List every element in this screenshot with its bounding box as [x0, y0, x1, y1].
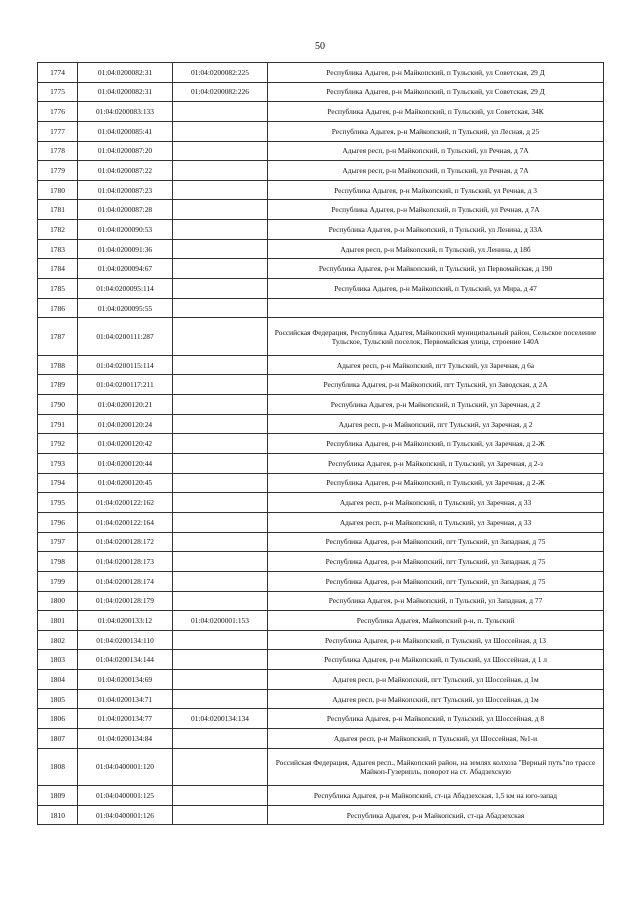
table-row — [38, 355, 604, 375]
address-cell: Адыгея респ, р-н Майкопский, п Тульский, ул Заречная, д 33 — [268, 512, 604, 532]
table-row — [38, 298, 604, 318]
parent-number-cell — [173, 220, 268, 240]
row-number-cell: 1807 — [38, 729, 78, 749]
parent-number-cell — [173, 434, 268, 454]
cadastral-number-cell: 01:04:0200122:162 — [78, 493, 173, 513]
row-number-cell: 1799 — [38, 571, 78, 591]
table-row — [38, 532, 604, 552]
parent-number-cell — [173, 161, 268, 181]
table-row — [38, 805, 604, 825]
cadastral-number-cell: 01:04:0200087:22 — [78, 161, 173, 181]
row-number-cell: 1781 — [38, 200, 78, 220]
table-row — [38, 748, 604, 786]
table-row — [38, 434, 604, 454]
row-number-cell: 1791 — [38, 414, 78, 434]
row-number-cell: 1810 — [38, 805, 78, 825]
parent-number-cell — [173, 200, 268, 220]
row-number-cell: 1788 — [38, 355, 78, 375]
address-cell: Адыгея респ, р-н Майкопский, пгт Тульский, ул Заречная, д 6а — [268, 355, 604, 375]
row-number-cell: 1795 — [38, 493, 78, 513]
cadastral-number-cell: 01:04:0200120:42 — [78, 434, 173, 454]
parent-number-cell — [173, 630, 268, 650]
table-row — [38, 650, 604, 670]
table-row — [38, 552, 604, 572]
cadastral-number-cell: 01:04:0200128:173 — [78, 552, 173, 572]
parent-number-cell — [173, 375, 268, 395]
row-number-cell: 1801 — [38, 611, 78, 631]
cadastral-number-cell: 01:04:0200087:23 — [78, 180, 173, 200]
table-row — [38, 82, 604, 102]
row-number-cell: 1806 — [38, 709, 78, 729]
table-row — [38, 161, 604, 181]
cadastral-number-cell: 01:04:0200134:110 — [78, 630, 173, 650]
address-cell: Республика Адыгея, р-н Майкопский, п Тульский, ул Заречная, д 2-з — [268, 454, 604, 474]
parent-number-cell — [173, 414, 268, 434]
cadastral-number-cell: 01:04:0200095:114 — [78, 279, 173, 299]
address-cell: Адыгея респ, р-н Майкопский, п Тульский, ул Ленина, д 18б — [268, 239, 604, 259]
address-cell: Республика Адыгея, р-н Майкопский, п Тульский, ул Шоссейная, д 8 — [268, 709, 604, 729]
parent-number-cell — [173, 395, 268, 415]
row-number-cell: 1800 — [38, 591, 78, 611]
row-number-cell: 1779 — [38, 161, 78, 181]
parent-number-cell — [173, 805, 268, 825]
cadastral-number-cell: 01:04:0200115:114 — [78, 355, 173, 375]
address-cell: Республика Адыгея, р-н Майкопский, п Тульский, ул Заречная, д 2-Ж — [268, 434, 604, 454]
row-number-cell: 1793 — [38, 454, 78, 474]
row-number-cell: 1787 — [38, 318, 78, 356]
cadastral-table — [37, 62, 604, 825]
parent-number-cell — [173, 512, 268, 532]
parent-number-cell — [173, 689, 268, 709]
cadastral-number-cell: 01:04:0200082:31 — [78, 63, 173, 83]
table-row — [38, 670, 604, 690]
row-number-cell: 1805 — [38, 689, 78, 709]
table-row — [38, 375, 604, 395]
address-cell: Республика Адыгея, р-н Майкопский, п Тульский, ул Мира, д 47 — [268, 279, 604, 299]
parent-number-cell — [173, 279, 268, 299]
table-row — [38, 239, 604, 259]
parent-number-cell — [173, 748, 268, 786]
table-row — [38, 473, 604, 493]
cadastral-number-cell: 01:04:0200094:67 — [78, 259, 173, 279]
address-cell — [268, 298, 604, 318]
parent-number-cell — [173, 571, 268, 591]
address-cell: Адыгея респ, р-н Майкопский, п Тульский, ул Речная, д 7А — [268, 141, 604, 161]
row-number-cell: 1794 — [38, 473, 78, 493]
address-cell: Адыгея респ, р-н Майкопский, пгт Тульский, ул Шоссейная, д 1м — [268, 670, 604, 690]
address-cell: Республика Адыгея, р-н Майкопский, п Тульский, ул Речная, д 3 — [268, 180, 604, 200]
address-cell: Республика Адыгея, р-н Майкопский, п Тульский, ул Заречная, д 2-Ж — [268, 473, 604, 493]
table-row — [38, 395, 604, 415]
table-row — [38, 493, 604, 513]
cadastral-number-cell: 01:04:0200134:84 — [78, 729, 173, 749]
table-row — [38, 630, 604, 650]
cadastral-number-cell: 01:04:0200134:71 — [78, 689, 173, 709]
parent-number-cell — [173, 239, 268, 259]
row-number-cell: 1776 — [38, 102, 78, 122]
cadastral-number-cell: 01:04:0200133:12 — [78, 611, 173, 631]
cadastral-number-cell: 01:04:0200134:144 — [78, 650, 173, 670]
parent-number-cell — [173, 121, 268, 141]
table-row — [38, 414, 604, 434]
table-row — [38, 220, 604, 240]
cadastral-number-cell: 01:04:0200120:24 — [78, 414, 173, 434]
cadastral-number-cell: 01:04:0400001:125 — [78, 786, 173, 806]
address-cell: Республика Адыгея, р-н Майкопский, ст-ца Абадзехская — [268, 805, 604, 825]
address-cell: Республика Адыгея, р-н Майкопский, п Тульский, ул Советская, 29 Д — [268, 82, 604, 102]
cadastral-number-cell: 01:04:0200082:31 — [78, 82, 173, 102]
cadastral-number-cell: 01:04:0200122:164 — [78, 512, 173, 532]
table-row — [38, 318, 604, 356]
cadastral-number-cell: 01:04:0200128:172 — [78, 532, 173, 552]
address-cell: Республика Адыгея, р-н Майкопский, п Тульский, ул Ленина, д 33А — [268, 220, 604, 240]
row-number-cell: 1789 — [38, 375, 78, 395]
address-cell: Адыгея респ, р-н Майкопский, пгт Тульский, ул Шоссейная, д 1м — [268, 689, 604, 709]
address-cell: Адыгея респ, р-н Майкопский, п Тульский, ул Заречная, д 33 — [268, 493, 604, 513]
address-cell: Республика Адыгея, р-н Майкопский, пгт Тульский, ул Западная, д 75 — [268, 571, 604, 591]
parent-number-cell — [173, 552, 268, 572]
row-number-cell: 1796 — [38, 512, 78, 532]
address-cell: Республика Адыгея, р-н Майкопский, п Тульский, ул Советская, 34К — [268, 102, 604, 122]
row-number-cell: 1783 — [38, 239, 78, 259]
table-row — [38, 512, 604, 532]
cadastral-number-cell: 01:04:0200085:41 — [78, 121, 173, 141]
cadastral-number-cell: 01:04:0200128:179 — [78, 591, 173, 611]
table-row — [38, 121, 604, 141]
table-row — [38, 259, 604, 279]
cadastral-number-cell: 01:04:0200120:45 — [78, 473, 173, 493]
cadastral-number-cell: 01:04:0200091:36 — [78, 239, 173, 259]
address-cell: Республика Адыгея, р-н Майкопский, п Тульский, ул Западная, д 77 — [268, 591, 604, 611]
cadastral-number-cell: 01:04:0200087:28 — [78, 200, 173, 220]
parent-number-cell — [173, 650, 268, 670]
row-number-cell: 1797 — [38, 532, 78, 552]
row-number-cell: 1780 — [38, 180, 78, 200]
parent-number-cell — [173, 454, 268, 474]
row-number-cell: 1809 — [38, 786, 78, 806]
address-cell: Адыгея респ, р-н Майкопский, п Тульский, ул Шоссейная, №1-и — [268, 729, 604, 749]
parent-number-cell — [173, 355, 268, 375]
table-row — [38, 786, 604, 806]
parent-number-cell — [173, 670, 268, 690]
table-row — [38, 279, 604, 299]
parent-number-cell: 01:04:0200134:134 — [173, 709, 268, 729]
parent-number-cell — [173, 493, 268, 513]
cadastral-number-cell: 01:04:0200083:133 — [78, 102, 173, 122]
cadastral-number-cell: 01:04:0200128:174 — [78, 571, 173, 591]
row-number-cell: 1808 — [38, 748, 78, 786]
address-cell: Адыгея респ, р-н Майкопский, пгт Тульский, ул Заречная, д 2 — [268, 414, 604, 434]
address-cell: Республика Адыгея, р-н Майкопский, ст-ца Абадзехская, 1,5 км на юго-запад — [268, 786, 604, 806]
cadastral-number-cell: 01:04:0400001:120 — [78, 748, 173, 786]
address-cell: Республика Адыгея, р-н Майкопский, п Тульский, ул Шоссейная, д 1 л — [268, 650, 604, 670]
parent-number-cell: 01:04:0200082:226 — [173, 82, 268, 102]
row-number-cell: 1774 — [38, 63, 78, 83]
address-cell: Республика Адыгея, р-н Майкопский, п Тульский, ул Советская, 29 Д — [268, 63, 604, 83]
table-row — [38, 591, 604, 611]
address-cell: Адыгея респ, р-н Майкопский, п Тульский, ул Речная, д 7А — [268, 161, 604, 181]
table-row — [38, 63, 604, 83]
row-number-cell: 1802 — [38, 630, 78, 650]
address-cell: Республика Адыгея, Майкопский р-н, п. Тульский — [268, 611, 604, 631]
table-row — [38, 709, 604, 729]
parent-number-cell — [173, 786, 268, 806]
parent-number-cell — [173, 102, 268, 122]
parent-number-cell: 01:04:0200082:225 — [173, 63, 268, 83]
row-number-cell: 1798 — [38, 552, 78, 572]
cadastral-number-cell: 01:04:0400001:126 — [78, 805, 173, 825]
cadastral-number-cell: 01:04:0200087:20 — [78, 141, 173, 161]
parent-number-cell — [173, 298, 268, 318]
table-row — [38, 180, 604, 200]
cadastral-number-cell: 01:04:0200134:69 — [78, 670, 173, 690]
address-cell: Российская Федерация, Республика Адыгея, Майкопский муниципальный район, Сельское поселение Тульское, Тульский поселок, Первомайская улица, строение 140А — [268, 318, 604, 356]
address-cell: Республика Адыгея, р-н Майкопский, п Тульский, ул Лесная, д 25 — [268, 121, 604, 141]
parent-number-cell — [173, 259, 268, 279]
parent-number-cell — [173, 729, 268, 749]
address-cell: Российская Федерация, Адыгея респ., Майкопский район, на землях колхоза "Верный путь"по трассе Майкоп-Гузерипль, поворот на ст. Абадзехскую — [268, 748, 604, 786]
cadastral-number-cell: 01:04:0200120:21 — [78, 395, 173, 415]
row-number-cell: 1777 — [38, 121, 78, 141]
cadastral-number-cell: 01:04:0200111:287 — [78, 318, 173, 356]
row-number-cell: 1775 — [38, 82, 78, 102]
address-cell: Республика Адыгея, р-н Майкопский, пгт Тульский, ул Заводская, д 2А — [268, 375, 604, 395]
row-number-cell: 1804 — [38, 670, 78, 690]
parent-number-cell — [173, 180, 268, 200]
address-cell: Республика Адыгея, р-н Майкопский, пгт Тульский, ул Западная, д 75 — [268, 552, 604, 572]
row-number-cell: 1786 — [38, 298, 78, 318]
parent-number-cell — [173, 318, 268, 356]
row-number-cell: 1803 — [38, 650, 78, 670]
address-cell: Республика Адыгея, р-н Майкопский, п Тульский, ул Заречная, д 2 — [268, 395, 604, 415]
parent-number-cell — [173, 532, 268, 552]
address-cell: Республика Адыгея, р-н Майкопский, п Тульский, ул Шоссейная, д 13 — [268, 630, 604, 650]
parent-number-cell — [173, 591, 268, 611]
cadastral-number-cell: 01:04:0200095:55 — [78, 298, 173, 318]
cadastral-number-cell: 01:04:0200090:53 — [78, 220, 173, 240]
table-row — [38, 454, 604, 474]
cadastral-number-cell: 01:04:0200117:211 — [78, 375, 173, 395]
parent-number-cell — [173, 473, 268, 493]
table-row — [38, 141, 604, 161]
table-row — [38, 102, 604, 122]
parent-number-cell — [173, 141, 268, 161]
table-row — [38, 611, 604, 631]
page-number: 50 — [315, 41, 325, 52]
table-row — [38, 571, 604, 591]
row-number-cell: 1790 — [38, 395, 78, 415]
cadastral-number-cell: 01:04:0200134:77 — [78, 709, 173, 729]
cadastral-number-cell: 01:04:0200120:44 — [78, 454, 173, 474]
row-number-cell: 1792 — [38, 434, 78, 454]
row-number-cell: 1784 — [38, 259, 78, 279]
address-cell: Республика Адыгея, р-н Майкопский, п Тульский, ул Первомайская, д 190 — [268, 259, 604, 279]
parent-number-cell: 01:04:0200001:153 — [173, 611, 268, 631]
row-number-cell: 1778 — [38, 141, 78, 161]
address-cell: Республика Адыгея, р-н Майкопский, п Тульский, ул Речная, д 7А — [268, 200, 604, 220]
row-number-cell: 1782 — [38, 220, 78, 240]
row-number-cell: 1785 — [38, 279, 78, 299]
address-cell: Республика Адыгея, р-н Майкопский, пгт Тульский, ул Западная, д 75 — [268, 532, 604, 552]
table-row — [38, 689, 604, 709]
table-row — [38, 729, 604, 749]
table-row — [38, 200, 604, 220]
